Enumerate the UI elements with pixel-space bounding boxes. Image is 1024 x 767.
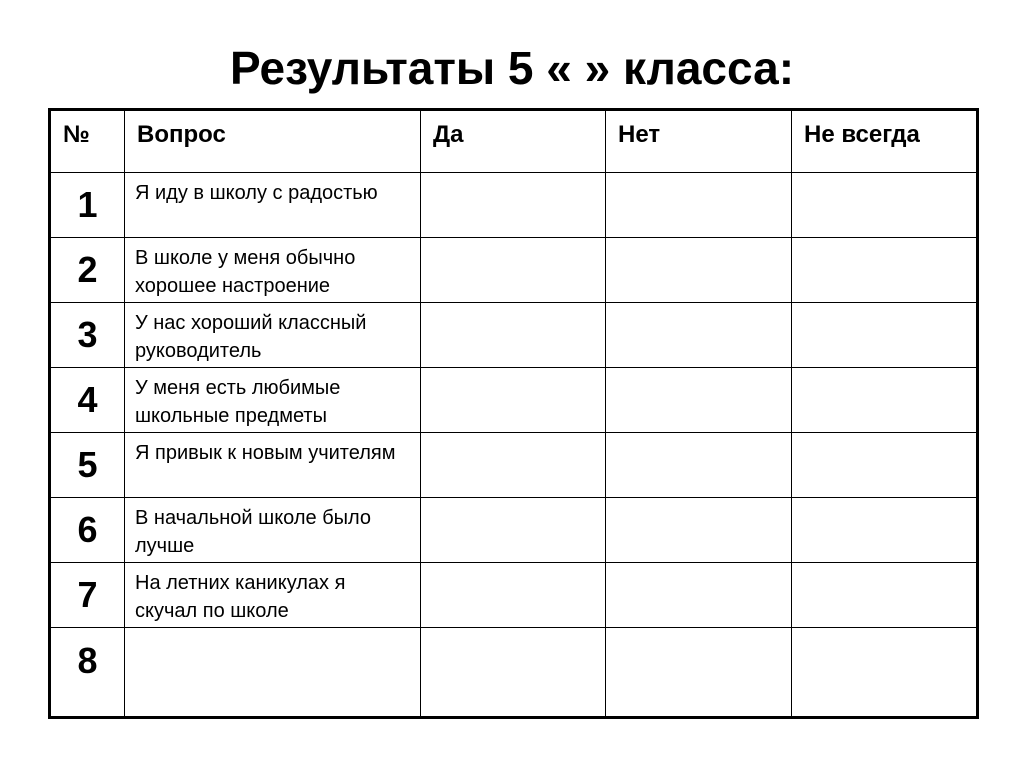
row-question: В начальной школе было лучше: [125, 498, 421, 563]
row-sometimes-cell: [792, 303, 978, 368]
table-row: [50, 303, 978, 368]
row-question: [125, 628, 421, 718]
header-sometimes: Не всегда: [792, 110, 978, 173]
row-yes-cell: [421, 628, 606, 718]
row-question: У меня есть любимые школьные предметы: [125, 368, 421, 433]
row-no-cell: [606, 173, 792, 238]
table-row: [50, 628, 978, 718]
row-yes-cell: [421, 563, 606, 628]
row-question: В школе у меня обычно хорошее настроение: [125, 238, 421, 303]
row-no-cell: [606, 368, 792, 433]
row-yes-cell: [421, 368, 606, 433]
header-number: №: [50, 110, 125, 173]
row-no-cell: [606, 628, 792, 718]
header-yes: Да: [421, 110, 606, 173]
row-yes-cell: [421, 238, 606, 303]
table-row: [50, 433, 978, 498]
table-row: [50, 498, 978, 563]
row-yes-cell: [421, 303, 606, 368]
row-sometimes-cell: [792, 433, 978, 498]
row-question: Я привык к новым учителям: [125, 433, 421, 498]
row-question: Я иду в школу с радостью: [125, 173, 421, 238]
row-number: 2: [50, 238, 125, 303]
row-yes-cell: [421, 498, 606, 563]
table-row: [50, 368, 978, 433]
row-number: 8: [50, 628, 125, 718]
table-row: [50, 238, 978, 303]
row-sometimes-cell: [792, 368, 978, 433]
row-number: 3: [50, 303, 125, 368]
row-number: 1: [50, 173, 125, 238]
header-question: Вопрос: [125, 110, 421, 173]
survey-results-table: [48, 108, 979, 719]
row-no-cell: [606, 238, 792, 303]
row-number: 4: [50, 368, 125, 433]
table-row: [50, 173, 978, 238]
row-sometimes-cell: [792, 498, 978, 563]
table-header-row: [50, 110, 978, 173]
row-sometimes-cell: [792, 628, 978, 718]
header-no: Нет: [606, 110, 792, 173]
row-question: На летних каникулах я скучал по школе: [125, 563, 421, 628]
table-row: [50, 563, 978, 628]
row-number: 7: [50, 563, 125, 628]
row-no-cell: [606, 433, 792, 498]
row-sometimes-cell: [792, 238, 978, 303]
row-sometimes-cell: [792, 173, 978, 238]
row-question: У нас хороший классный руководитель: [125, 303, 421, 368]
page-title: Результаты 5 « » класса:: [229, 42, 795, 94]
row-no-cell: [606, 563, 792, 628]
row-no-cell: [606, 498, 792, 563]
row-yes-cell: [421, 433, 606, 498]
row-number: 5: [50, 433, 125, 498]
row-sometimes-cell: [792, 563, 978, 628]
row-no-cell: [606, 303, 792, 368]
row-yes-cell: [421, 173, 606, 238]
row-number: 6: [50, 498, 125, 563]
